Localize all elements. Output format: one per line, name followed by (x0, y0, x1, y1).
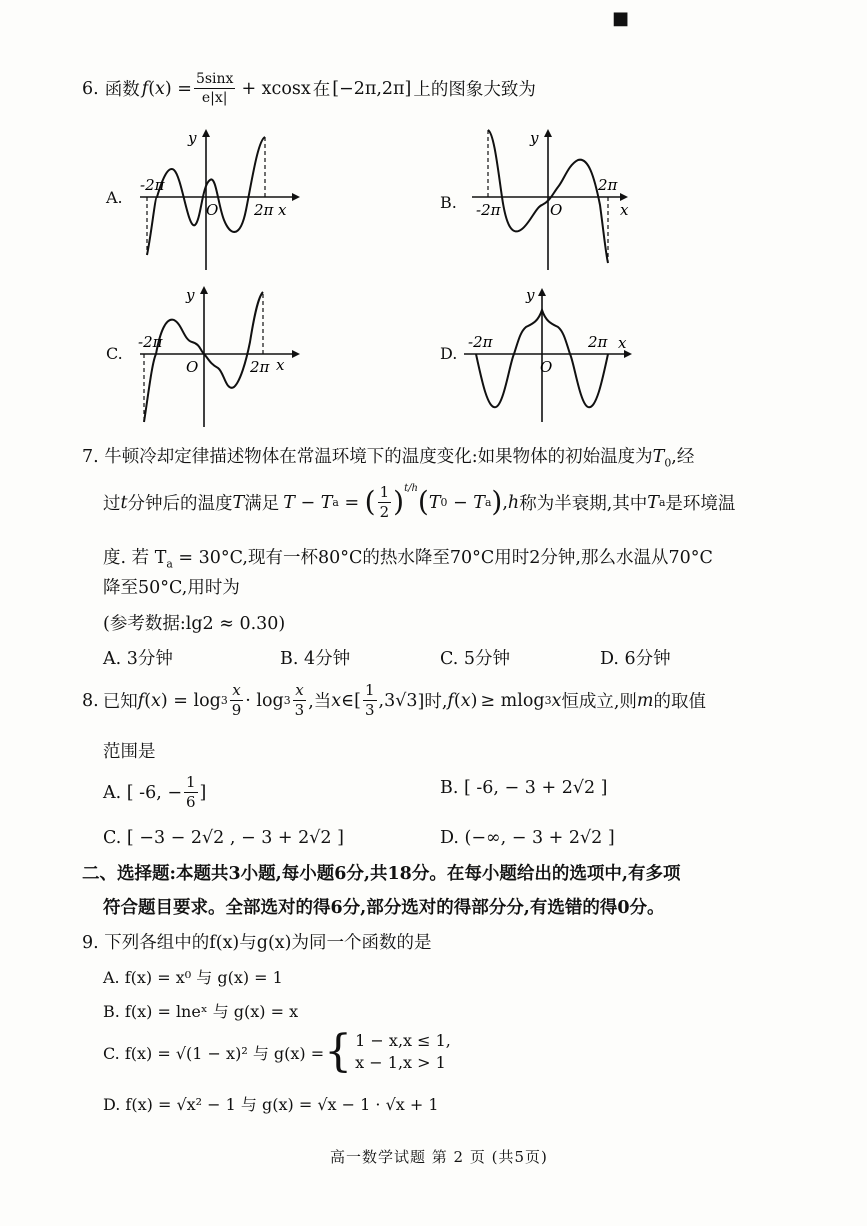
graph-b-y-arrow (544, 129, 552, 137)
q7-l2e: 称为半衰期,其中 (519, 494, 648, 514)
graph-c-origin: O (186, 358, 199, 376)
q6-tail: 上的图象大致为 (413, 80, 536, 100)
graph-d-letter: D. (440, 344, 458, 363)
q7-l3: 度. 若 T (103, 548, 167, 568)
graph-a-x-arrow (292, 193, 300, 201)
q6-zai: 在 (312, 80, 331, 100)
section-2-line-2: 符合题目要求。全部选对的得6分,部分选对的得部分分,有选错的得0分。 (103, 898, 665, 918)
q8-lead: 已知 (102, 692, 138, 712)
graph-option-d[interactable] (456, 282, 666, 436)
q9-option-b[interactable]: B. f(x) = lneˣ 与 g(x) = x (103, 1002, 299, 1021)
graph-b-origin: O (550, 201, 563, 219)
q9-opt-c-pre: C. f(x) = √(1 − x)² 与 g(x) = (103, 1043, 325, 1063)
q6-fx: f (141, 78, 149, 99)
graph-a-pos-label: 2π (254, 201, 274, 219)
graph-b-pos-label: 2π (598, 176, 618, 194)
graph-b-y-label: y (530, 129, 539, 147)
q7-l3-rest: = 30°C,现有一杯80°C的热水降至70°C用时2分钟,那么水温从70°C (172, 548, 713, 568)
graph-c-x-arrow (292, 350, 300, 358)
graph-d-x-label: x (618, 334, 627, 352)
graph-c-letter: C. (106, 344, 123, 363)
q8-opt-a-post: ] (199, 782, 207, 803)
q7-line1-text: 7. 牛顿冷却定律描述物体在常温环境下的温度变化:如果物体的初始温度为 (82, 447, 653, 467)
graph-a-letter: A. (106, 188, 123, 207)
q8-option-c[interactable]: C. [ −3 − 2√2 , − 3 + 2√2 ] (103, 828, 344, 848)
q9-stem: 9. 下列各组中的f(x)与g(x)为同一个函数的是 (82, 933, 432, 953)
q7-l2b: 分钟后的温度 (127, 494, 233, 514)
graph-b-neg-label: -2π (476, 201, 501, 219)
q9-piecewise (355, 1030, 451, 1075)
q8-opt-a-pre: A. [ -6, − (103, 782, 182, 803)
graph-c-neg-label: -2π (138, 333, 163, 351)
q7-line-3: 度. 若 $T_a = 30^\circ C$,现有一杯80°C的热水降至70°C用时2分钟,那么水温从70°C (103, 548, 713, 571)
graph-d-svg (456, 282, 666, 432)
q8-sqrt3: 3√3 (384, 690, 418, 711)
graph-c-y-arrow (200, 286, 208, 294)
q8-in: ∈[ (341, 690, 361, 711)
q8-when: ,当 (308, 692, 332, 712)
question-6-stem: 6. 函数 f ( x ) = $\frac{5\sin x}{e|x|}$ + xcosx 在 [−2π,2π] 上的图象大致为 (82, 71, 536, 106)
q9-case-1: 1 − x,x ≤ 1, (355, 1031, 451, 1050)
graph-option-c[interactable] (100, 282, 310, 436)
graph-a-x-label: x (278, 201, 287, 219)
graph-d-origin: O (540, 358, 553, 376)
q7-reference: (参考数据:lg2 ≈ 0.30) (103, 614, 286, 634)
q6-frac-num: 5sinx (195, 71, 234, 87)
graph-b-x-arrow (620, 193, 628, 201)
q6-number: 6. (82, 78, 99, 99)
q6-frac-den: e|x| (201, 90, 228, 106)
q9-case-2: x − 1,x > 1 (355, 1053, 446, 1073)
graph-d-y-arrow (538, 288, 546, 296)
graph-a-origin: O (206, 201, 219, 219)
graph-c-svg (100, 282, 310, 432)
graph-c-x-label: x (276, 356, 285, 374)
q8-option-a[interactable] (103, 775, 206, 810)
q8-option-b[interactable]: B. [ -6, − 3 + 2√2 ] (440, 778, 608, 798)
q7-line-2: 过 t 分钟后的温度 T 满足 T − T a = ( $\frac{1}{2}$ ) $^{t/h}$ ( T 0 − T a ) , h 称为半衰期,其中 T a 是环境温 (103, 483, 736, 521)
q7-option-c[interactable]: C. 5分钟 (440, 649, 511, 669)
q8-ge: ≥ mlog (480, 690, 545, 711)
q8-close: ]时, (417, 692, 448, 712)
graph-d-neg-label: -2π (468, 333, 493, 351)
q8-line-2: 范围是 (103, 742, 156, 762)
graph-c-y-label: y (186, 286, 195, 304)
q7-option-d[interactable]: D. 6分钟 (600, 649, 671, 669)
corner-mark: ■ (612, 8, 630, 29)
graph-option-a[interactable] (100, 125, 310, 279)
graph-d-pos-label: 2π (588, 333, 608, 351)
graph-option-b[interactable] (470, 125, 680, 279)
q6-interval: [−2π,2π] (332, 78, 412, 99)
q9-option-c[interactable] (103, 1026, 451, 1078)
q6-plus-term: + xcosx (241, 78, 311, 99)
graph-a-y-label: y (188, 129, 197, 147)
q9-option-a[interactable]: A. f(x) = x⁰ 与 g(x) = 1 (103, 968, 283, 987)
graph-c-pos-label: 2π (250, 358, 270, 376)
q8-stem: 8. 已知 f ( x ) = log 3 $\frac{x}{9}$ · log 3 $\frac{x}{3}$ ,当 x ∈[ $\frac{1}{3}$ , 3√3 ]时, f ( x ) ≥ mlog 3 x 恒成立,则 m 的取值 (82, 681, 707, 719)
q8-opt-a-den: 6 (186, 793, 196, 811)
q7-line-1: 7. 牛顿冷却定律描述物体在常温环境下的温度变化:如果物体的初始温度为$T_0$,经 (82, 447, 695, 470)
q7-l2f: 是环境温 (665, 494, 736, 514)
q7-line1-end: ,经 (671, 447, 695, 467)
section-2-line-1: 二、选择题:本题共3小题,每小题6分,共18分。在每小题给出的选项中,有多项 (82, 864, 681, 884)
q9-option-d[interactable]: D. f(x) = √x² − 1 与 g(x) = √x − 1 · √x + 1 (103, 1095, 439, 1114)
page-footer: 高一数学试题 第 2 页 (共5页) (330, 1148, 548, 1166)
q7-l2a: 过 (103, 494, 121, 514)
graph-d-y-label: y (526, 286, 535, 304)
q7-option-b[interactable]: B. 4分钟 (280, 649, 351, 669)
graph-a-y-arrow (202, 129, 210, 137)
q8-hold: 恒成立,则 (561, 692, 637, 712)
q7-l2c: 满足 (244, 494, 280, 514)
graph-b-letter: B. (440, 193, 457, 212)
q7-option-a[interactable]: A. 3分钟 (103, 649, 173, 669)
q8-option-d[interactable]: D. (−∞, − 3 + 2√2 ] (440, 828, 615, 848)
q9-brace: { (324, 1026, 353, 1078)
q6-fraction (194, 72, 235, 105)
q7-l2d: , (502, 492, 508, 513)
q6-lead: 函数 (104, 80, 140, 100)
graph-b-x-label: x (620, 201, 629, 219)
q8-range: 的取值 (653, 692, 707, 712)
graph-a-svg (100, 125, 310, 275)
graph-a-neg-label: -2π (140, 176, 165, 194)
q8-opt-a-num: 1 (186, 773, 196, 791)
graph-b-svg (470, 125, 680, 275)
q8-number: 8. (82, 690, 99, 711)
q7-line-4: 降至50°C,用时为 (103, 578, 240, 598)
